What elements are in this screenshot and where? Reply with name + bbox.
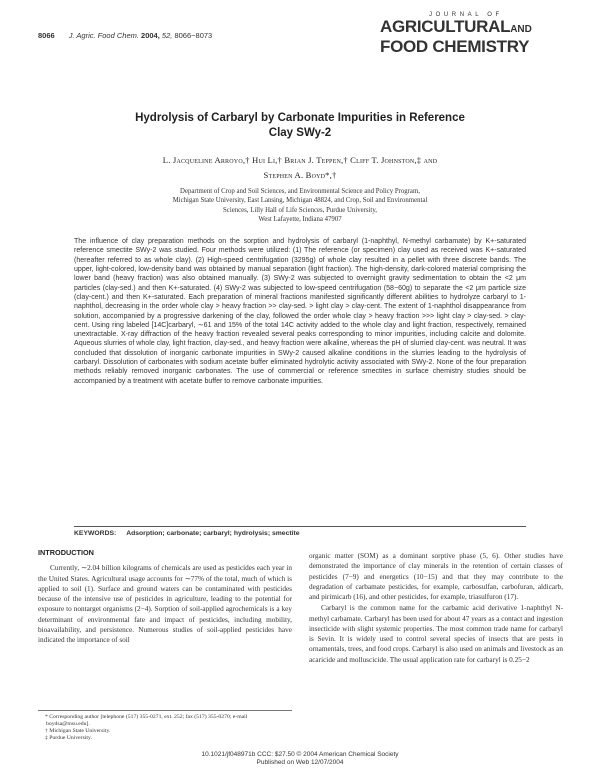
authors-line-1: L. Jacqueline Arroyo,† Hui Li,† Brian J. Teppen,† Cliff T. Johnston,‡ and bbox=[162, 155, 438, 165]
journal-year: 2004, bbox=[141, 31, 160, 40]
introduction-heading: INTRODUCTION bbox=[38, 548, 94, 557]
doi-line: 10.1021/jf048971b CCC: $27.50 © 2004 American Chemical Society bbox=[201, 751, 399, 758]
right-paragraph-1: organic matter (SOM) as a dominant sorptive phase (5, 6). Other studies have demonstrated the importance of clay minerals in the retention of certain classes of pesticides (7−9) and energetics (10−15) and that they may contribute to the degradation of carbamate pesticides, for example, carbosulfan, carbofuran, aldicarb, and pirimicarb (16), and other pesticides, for example, triasulfuron (17). bbox=[309, 552, 563, 601]
intro-paragraph-1: Currently, ∼2.04 billion kilograms of chemicals are used as pesticides each year in the United States. Agricultural usage accounts for ∼77% of the total, much of which is applied to soil (1). Surface and ground waters can be contaminated with pesticides because of the intensive use of pesticides in agriculture, leading to the potential for exposure to nontarget organisms (2−4). Sorption of soil-applied agrochemicals is a key determinant of environmental fate and impact of pesticides, including mobility, bioavailability, and persistence. Numerous studies of soil-applied pesticides have indicated the importance of soil bbox=[38, 564, 292, 644]
logo-line-1: JOURNAL OF bbox=[429, 12, 503, 18]
right-paragraph-2: Carbaryl is the common name for the carbamic acid derivative 1-naphthyl N-methyl carbamate. Carbaryl has been used for about 47 years as a contact and ingestion insecticide with slight systemic properties. The most common trade name for carbaryl is Sevin. It is widely used to control several species of insects that are pests in ornamentals, trees, and food crops. Carbaryl is also used on animals and livestock as an acaricide and molluscicide. The usual application rate for carbaryl is 0.25−2 bbox=[309, 604, 563, 664]
journal-logo bbox=[380, 12, 560, 55]
journal-name: J. Agric. Food Chem. bbox=[68, 31, 139, 40]
footnote-corresponding: * Corresponding author [telephone (517) 355-0271, ext. 252; fax (517) 355-0270; e-mail boydsa@msu.edu]. bbox=[45, 714, 248, 728]
footnote-purdue: ‡ Purdue University. bbox=[45, 735, 92, 742]
affiliation-line-4: West Lafayette, Indiana 47907 bbox=[258, 216, 342, 224]
logo-line-2 bbox=[380, 18, 560, 38]
publication-info bbox=[150, 751, 450, 767]
affiliation-line-2: Michigan State University, East Lansing, Michigan 48824, and Crop, Soil and Environmental bbox=[172, 197, 428, 205]
right-column bbox=[309, 551, 563, 666]
page-number: 8066 bbox=[38, 31, 55, 40]
article-title bbox=[80, 111, 520, 140]
authors-line-2: Stephen A. Boyd*,† bbox=[263, 169, 337, 180]
keywords bbox=[74, 526, 526, 537]
logo-and: AND bbox=[510, 24, 532, 35]
logo-line-3: FOOD CHEMISTRY bbox=[380, 37, 530, 56]
published-line: Published on Web 12/07/2004 bbox=[256, 759, 344, 767]
author-list bbox=[50, 153, 550, 182]
journal-volume: 52, bbox=[161, 31, 173, 40]
title-line-2: Clay SWy-2 bbox=[268, 126, 332, 139]
abstract: The influence of clay preparation methods on the sorption and hydrolysis of carbaryl (1-naphthyl, N-methyl carbamate) by K+-saturated reference smectite SWy-2 was studied. Four methods were utilized: (1) The reference (or specimen) clay used as received was K+-saturated (hereafter referred to as whole clay). (2) High-speed centrifugation (3295g) of whole clay resulted in a pellet with three discrete bands. The upper, light-colored, low-density band was obtained by manual separation (light fraction). The high-density, dark-colored material comprising the lower band (heavy fraction) was also obtained manually. (3) SWy-2 was subjected to overnight gravity sedimentation to obtain the <2 μm particles (clay-sed.) and then K+-saturated. (4) SWy-2 was subjected to low-speed centrifugation (58−60g) to separate the <2 μm particle size (clay-cent.) and then K+-saturated. Each preparation of mineral fractions manifested significantly different abilities to hydrolyze carbaryl to 1-naphthol, decreasing in the order whole clay > heavy fraction >> clay-sed. > light clay > clay-cent. The extent of 1-naphthol disappearance from solution, accompanied by a progressive darkening of the clay, followed the order whole clay > heavy fraction >>> light clay > clay-sed. > clay-cent. Using ring labeled [14C]carbaryl, ∼61 and 15% of the total 14C activity added to the whole clay and light fraction, respectively, remained unextractable. X-ray diffraction of the heavy fraction revealed several peaks corresponding to minor impurities, including calcite and dolomite. Aqueous slurries of whole clay, light fraction, clay-sed., and heavy fraction were alkaline, whereas the pH of slurried clay-cent. was neutral. It was concluded that dissolution of inorganic carbonate impurities in SWy-2 caused alkaline conditions in the slurries leading to the hydrolysis of carbaryl. Dissolution of carbonates with sodium acetate buffer eliminated hydrolytic activity associated with SWy-2. None of the four preparation methods reliably removed inorganic carbonates. The use of commercial or reference smectites in surface chemistry studies should be accompanied by a treatment with acetate buffer to remove carbonate impurities. bbox=[74, 238, 526, 385]
logo-agricultural: AGRICULTURAL bbox=[380, 17, 511, 36]
affiliation-line-1: Department of Crop and Soil Sciences, and Environmental Science and Policy Program, bbox=[180, 188, 420, 195]
keywords-label: KEYWORDS: bbox=[74, 530, 117, 537]
affiliation-line-3: Sciences, Lilly Hall of Life Sciences, Purdue University, bbox=[223, 206, 377, 214]
left-column bbox=[38, 548, 292, 646]
keywords-list: Adsorption; carbonate; carbaryl; hydrolysis; smectite bbox=[126, 530, 300, 537]
affiliations bbox=[80, 187, 520, 225]
title-line-1: Hydrolysis of Carbaryl by Carbonate Impurities in Reference bbox=[135, 112, 465, 124]
running-header bbox=[38, 31, 212, 40]
page-range: 8066−8073 bbox=[174, 31, 213, 40]
footnotes bbox=[38, 710, 292, 742]
footnote-msu: † Michigan State University. bbox=[45, 728, 111, 735]
